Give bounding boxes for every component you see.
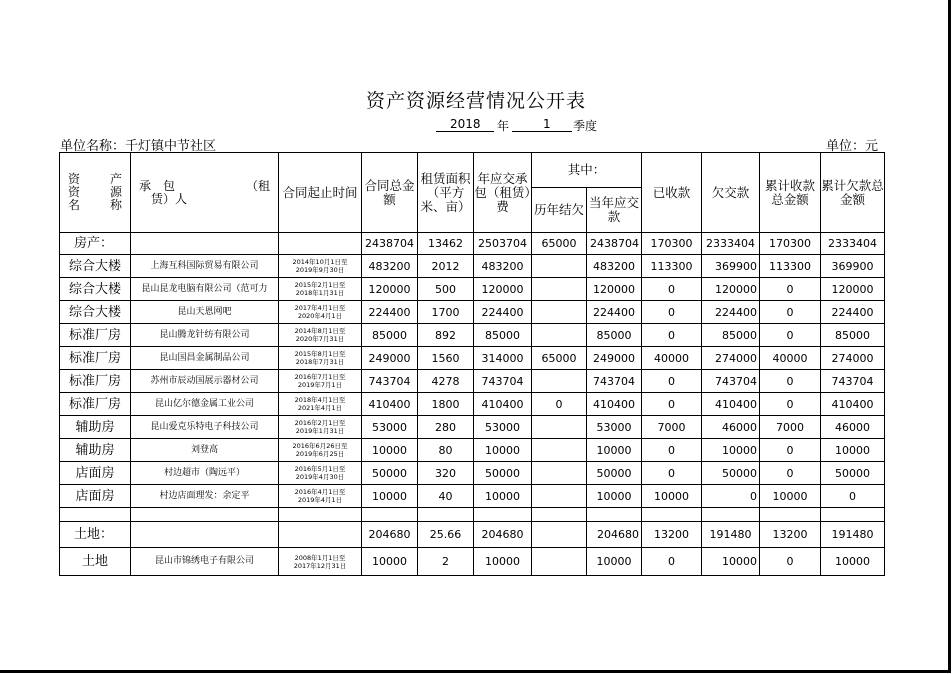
annual-cell: 10000 <box>474 439 532 462</box>
contract-cell: 483200 <box>362 255 418 278</box>
contract-cell: 2438704 <box>362 233 418 255</box>
contract-cell: 10000 <box>362 548 418 576</box>
contract-cell: 224400 <box>362 301 418 324</box>
current-cell: 120000 <box>587 278 642 301</box>
asset-type-cell: 标准厂房 <box>60 393 131 416</box>
period-cell: 2016年4月1日至 2019年4月1日 <box>279 485 362 508</box>
cum-owed-cell: 224400 <box>821 301 885 324</box>
prior-cell: 65000 <box>532 233 587 255</box>
cum-owed-cell: 85000 <box>821 324 885 347</box>
contract-cell: 10000 <box>362 485 418 508</box>
annual-cell: 85000 <box>474 324 532 347</box>
received-cell: 0 <box>642 278 702 301</box>
area-cell: 1560 <box>418 347 474 370</box>
blank-cell <box>760 508 821 522</box>
cum-received-cell: 0 <box>760 370 821 393</box>
table-row <box>60 462 885 485</box>
header-owed: 欠交款 <box>702 153 760 233</box>
header-received: 已收款 <box>642 153 702 233</box>
table-row <box>60 278 885 301</box>
period-quarter: 1 <box>543 117 551 131</box>
period-cell: 2016年6月26日至 2019年6月25日 <box>279 439 362 462</box>
table-row <box>60 393 885 416</box>
owed-cell: 224400 <box>702 301 760 324</box>
lessee-cell: 村边店面理发：余定平 <box>131 485 279 508</box>
cum-received-cell: 113300 <box>760 255 821 278</box>
area-cell: 80 <box>418 439 474 462</box>
cum-received-cell: 170300 <box>760 233 821 255</box>
annual-cell: 483200 <box>474 255 532 278</box>
cum-owed-cell: 10000 <box>821 439 885 462</box>
annual-cell: 743704 <box>474 370 532 393</box>
table-row <box>60 370 885 393</box>
owed-cell: 2333404 <box>702 233 760 255</box>
asset-type-cell: 标准厂房 <box>60 324 131 347</box>
cum-received-cell: 0 <box>760 301 821 324</box>
period-cell: 2017年4月1日至 2020年4月1日 <box>279 301 362 324</box>
received-cell: 7000 <box>642 416 702 439</box>
period-cell: 2016年7月1日至 2019年7月1日 <box>279 370 362 393</box>
cum-owed-cell: 743704 <box>821 370 885 393</box>
cum-received-cell: 0 <box>760 324 821 347</box>
asset-type-cell: 标准厂房 <box>60 347 131 370</box>
annual-cell: 224400 <box>474 301 532 324</box>
annual-cell: 410400 <box>474 393 532 416</box>
area-cell: 25.66 <box>418 522 474 548</box>
current-cell: 10000 <box>587 548 642 576</box>
period-cell: 2016年5月1日至 2019年4月30日 <box>279 462 362 485</box>
blank-cell <box>532 508 587 522</box>
blank-row <box>60 508 885 522</box>
table-row <box>60 485 885 508</box>
lessee-cell: 昆山亿尔德金属工业公司 <box>131 393 279 416</box>
cum-owed-cell: 46000 <box>821 416 885 439</box>
table-row <box>60 439 885 462</box>
prior-cell <box>532 416 587 439</box>
area-cell: 1800 <box>418 393 474 416</box>
asset-type-cell: 店面房 <box>60 485 131 508</box>
contract-cell: 743704 <box>362 370 418 393</box>
area-cell: 892 <box>418 324 474 347</box>
subtotal-label: 房产： <box>60 233 131 255</box>
cum-received-cell: 7000 <box>760 416 821 439</box>
current-cell: 10000 <box>587 439 642 462</box>
cum-owed-cell: 191480 <box>821 522 885 548</box>
received-cell: 0 <box>642 301 702 324</box>
lessee-cell: 昆山腾龙针纺有限公司 <box>131 324 279 347</box>
header-current-due: 当年应交款 <box>587 188 642 233</box>
period-cell: 2018年4月1日至 2021年4月1日 <box>279 393 362 416</box>
period-cell: 2014年8月1日至 2020年7月31日 <box>279 324 362 347</box>
owed-cell: 10000 <box>702 439 760 462</box>
table-row <box>60 301 885 324</box>
period-cell <box>279 233 362 255</box>
header-period: 合同起止时间 <box>279 153 362 233</box>
contract-cell: 249000 <box>362 347 418 370</box>
lessee-cell: 昆山昆龙电脑有限公司（范可力 <box>131 278 279 301</box>
area-cell: 40 <box>418 485 474 508</box>
header-row-1 <box>60 153 885 188</box>
received-cell: 0 <box>642 462 702 485</box>
prior-cell <box>532 324 587 347</box>
page-title: 资产资源经营情况公开表 <box>365 90 586 112</box>
current-cell: 2438704 <box>587 233 642 255</box>
subtotal-row <box>60 522 885 548</box>
header-annual-fee: 年应交承包（租赁）费 <box>474 153 532 233</box>
current-cell: 53000 <box>587 416 642 439</box>
blank-cell <box>418 508 474 522</box>
subtotal-row <box>60 233 885 255</box>
table-row <box>60 324 885 347</box>
blank-cell <box>702 508 760 522</box>
owed-cell: 410400 <box>702 393 760 416</box>
owed-cell: 274000 <box>702 347 760 370</box>
lessee-cell: 村边超市（陶远平） <box>131 462 279 485</box>
cum-received-cell: 10000 <box>760 485 821 508</box>
contract-cell: 120000 <box>362 278 418 301</box>
cum-received-cell: 0 <box>760 548 821 576</box>
owed-cell: 0 <box>702 485 760 508</box>
period-quarter-label: 季度 <box>573 119 598 133</box>
lessee-cell: 上海互科国际贸易有限公司 <box>131 255 279 278</box>
owed-cell: 369900 <box>702 255 760 278</box>
prior-cell <box>532 439 587 462</box>
asset-type-cell: 综合大楼 <box>60 255 131 278</box>
period-year: 2018 <box>450 117 481 131</box>
lessee-cell: 刘登高 <box>131 439 279 462</box>
header-cum-received: 累计收款总金额 <box>760 153 821 233</box>
blank-cell <box>60 508 131 522</box>
period-cell: 2015年2月1日至 2018年1月31日 <box>279 278 362 301</box>
header-asset-type: 资 产 资 源 名 称 <box>60 153 131 233</box>
lessee-cell: 昆山天恩网吧 <box>131 301 279 324</box>
prior-cell <box>532 522 587 548</box>
contract-cell: 50000 <box>362 462 418 485</box>
cum-owed-cell: 2333404 <box>821 233 885 255</box>
annual-cell: 2503704 <box>474 233 532 255</box>
prior-cell <box>532 370 587 393</box>
cum-received-cell: 13200 <box>760 522 821 548</box>
cum-owed-cell: 0 <box>821 485 885 508</box>
table-row <box>60 548 885 576</box>
annual-cell: 314000 <box>474 347 532 370</box>
current-cell: 10000 <box>587 485 642 508</box>
blank-cell <box>821 508 885 522</box>
annual-cell: 204680 <box>474 522 532 548</box>
area-cell: 1700 <box>418 301 474 324</box>
quarter-underline <box>512 131 572 132</box>
prior-cell <box>532 301 587 324</box>
cum-received-cell: 0 <box>760 393 821 416</box>
received-cell: 113300 <box>642 255 702 278</box>
annual-cell: 10000 <box>474 485 532 508</box>
annual-cell: 10000 <box>474 548 532 576</box>
owed-cell: 46000 <box>702 416 760 439</box>
asset-type-cell: 店面房 <box>60 462 131 485</box>
contract-cell: 204680 <box>362 522 418 548</box>
header-contract-total: 合同总金额 <box>362 153 418 233</box>
received-cell: 0 <box>642 393 702 416</box>
period-cell: 2008年1月1日至 2017年12月31日 <box>279 548 362 576</box>
blank-cell <box>587 508 642 522</box>
lessee-cell: 昆山国昌金属制品公司 <box>131 347 279 370</box>
owed-cell: 10000 <box>702 548 760 576</box>
current-cell: 85000 <box>587 324 642 347</box>
year-underline <box>436 131 494 132</box>
cum-received-cell: 0 <box>760 278 821 301</box>
annual-cell: 50000 <box>474 462 532 485</box>
header-area: 租赁面积（平方米、亩） <box>418 153 474 233</box>
prior-cell <box>532 548 587 576</box>
asset-type-cell: 综合大楼 <box>60 301 131 324</box>
period-year-label: 年 <box>497 119 510 133</box>
contract-cell: 410400 <box>362 393 418 416</box>
current-cell: 50000 <box>587 462 642 485</box>
cum-owed-cell: 369900 <box>821 255 885 278</box>
area-cell: 2012 <box>418 255 474 278</box>
received-cell: 40000 <box>642 347 702 370</box>
current-cell: 743704 <box>587 370 642 393</box>
table-row <box>60 255 885 278</box>
owed-cell: 50000 <box>702 462 760 485</box>
current-cell: 224400 <box>587 301 642 324</box>
asset-type-cell: 辅助房 <box>60 416 131 439</box>
prior-cell <box>532 485 587 508</box>
prior-cell: 65000 <box>532 347 587 370</box>
blank-cell <box>362 508 418 522</box>
area-cell: 320 <box>418 462 474 485</box>
owed-cell: 120000 <box>702 278 760 301</box>
current-cell: 249000 <box>587 347 642 370</box>
cum-received-cell: 0 <box>760 439 821 462</box>
lessee-cell: 昆山爱克乐特电子科技公司 <box>131 416 279 439</box>
received-cell: 0 <box>642 439 702 462</box>
cum-received-cell: 0 <box>760 462 821 485</box>
blank-cell <box>279 508 362 522</box>
area-cell: 2 <box>418 548 474 576</box>
header-lessee: 承 包 （租 赁）人 <box>131 153 279 233</box>
contract-cell: 10000 <box>362 439 418 462</box>
area-cell: 13462 <box>418 233 474 255</box>
owed-cell: 191480 <box>702 522 760 548</box>
current-cell: 483200 <box>587 255 642 278</box>
asset-type-cell: 综合大楼 <box>60 278 131 301</box>
subtotal-label: 土地： <box>60 522 131 548</box>
received-cell: 0 <box>642 370 702 393</box>
table-row <box>60 416 885 439</box>
table-row <box>60 347 885 370</box>
lessee-cell: 苏州市辰动国展示器材公司 <box>131 370 279 393</box>
cum-owed-cell: 410400 <box>821 393 885 416</box>
blank-cell <box>642 508 702 522</box>
cum-owed-cell: 50000 <box>821 462 885 485</box>
lessee-cell: 昆山市锦绣电子有限公司 <box>131 548 279 576</box>
received-cell: 170300 <box>642 233 702 255</box>
received-cell: 13200 <box>642 522 702 548</box>
owed-cell: 85000 <box>702 324 760 347</box>
received-cell: 10000 <box>642 485 702 508</box>
unit-name: 单位名称：千灯镇中节社区 <box>60 139 217 154</box>
asset-type-cell: 辅助房 <box>60 439 131 462</box>
prior-cell <box>532 462 587 485</box>
header-cum-owed: 累计欠款总金额 <box>821 153 885 233</box>
prior-cell <box>532 278 587 301</box>
asset-type-cell: 标准厂房 <box>60 370 131 393</box>
current-cell: 410400 <box>587 393 642 416</box>
annual-cell: 53000 <box>474 416 532 439</box>
period-cell: 2016年2月1日至 2019年1月31日 <box>279 416 362 439</box>
cum-owed-cell: 10000 <box>821 548 885 576</box>
contract-cell: 53000 <box>362 416 418 439</box>
prior-cell: 0 <box>532 393 587 416</box>
header-among: 其中： <box>532 153 642 188</box>
blank-cell <box>474 508 532 522</box>
cum-owed-cell: 120000 <box>821 278 885 301</box>
received-cell: 0 <box>642 548 702 576</box>
prior-cell <box>532 255 587 278</box>
header-prior-arrears: 历年结欠 <box>532 188 587 233</box>
cum-owed-cell: 274000 <box>821 347 885 370</box>
asset-type-cell: 土地 <box>60 548 131 576</box>
current-cell: 204680 <box>587 522 642 548</box>
cum-received-cell: 40000 <box>760 347 821 370</box>
unit-label: 单位：元 <box>826 139 879 154</box>
asset-table <box>59 152 885 576</box>
period-cell: 2015年8月1日至 2018年7月31日 <box>279 347 362 370</box>
period-cell: 2014年10月1日至 2019年9月30日 <box>279 255 362 278</box>
blank-cell <box>131 508 279 522</box>
area-cell: 4278 <box>418 370 474 393</box>
received-cell: 0 <box>642 324 702 347</box>
area-cell: 280 <box>418 416 474 439</box>
lessee-cell <box>131 233 279 255</box>
contract-cell: 85000 <box>362 324 418 347</box>
owed-cell: 743704 <box>702 370 760 393</box>
lessee-cell <box>131 522 279 548</box>
period-cell <box>279 522 362 548</box>
area-cell: 500 <box>418 278 474 301</box>
annual-cell: 120000 <box>474 278 532 301</box>
